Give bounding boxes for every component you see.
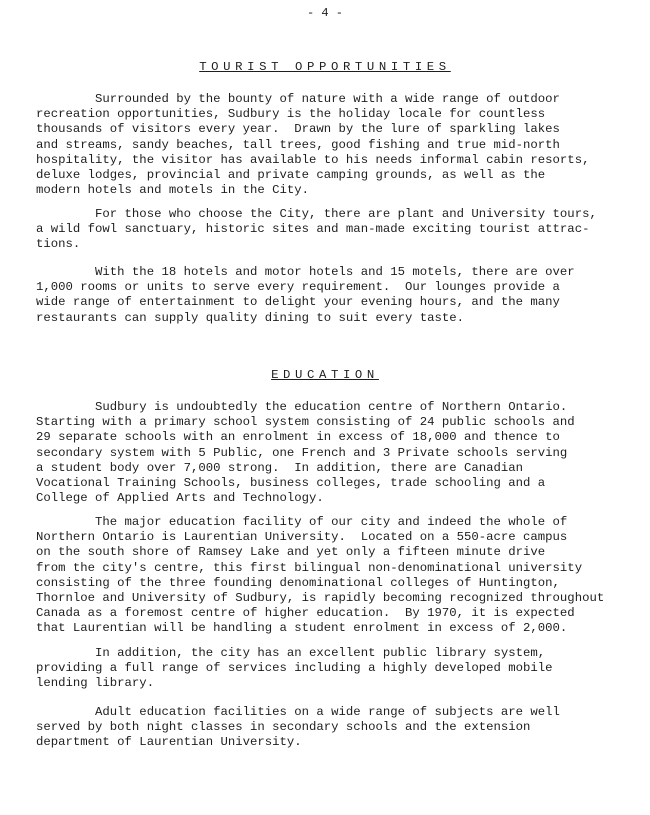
text-line: a wild fowl sanctuary, historic sites and man-made exciting tourist attrac- (36, 222, 590, 237)
section-heading-education: EDUCATION (271, 368, 379, 382)
text-line: tions. (36, 237, 81, 252)
text-line: With the 18 hotels and motor hotels and 15 motels, there are over (36, 265, 575, 279)
text-line: that Laurentian will be handling a student enrolment in excess of 2,000. (36, 621, 568, 636)
paragraph-library (36, 646, 636, 692)
text-line: Adult education facilities on a wide range of subjects are well (36, 705, 560, 719)
text-line: The major education facility of our city and indeed the whole of (36, 515, 568, 529)
text-line: recreation opportunities, Sudbury is the holiday locale for countless (36, 107, 546, 122)
text-line: 1,000 rooms or units to serve every requirement. Our lounges provide a (36, 280, 560, 295)
paragraph-adult-education (36, 705, 636, 751)
text-line: and streams, sandy beaches, tall trees, good fishing and true mid-north (36, 137, 560, 152)
text-line: For those who choose the City, there are plant and University tours, (36, 207, 597, 221)
text-line: consisting of the three founding denominational colleges of Huntington, (36, 575, 560, 590)
text-line: Surrounded by the bounty of nature with a wide range of outdoor (36, 92, 560, 106)
text-line: Thornloe and University of Sudbury, is rapidly becoming recognized throughout (36, 591, 605, 606)
text-line: from the city's centre, this first bilingual non-denominational university (36, 560, 583, 575)
text-line: secondary system with 5 Public, one French and 3 Private schools serving (36, 445, 568, 460)
text-line: In addition, the city has an excellent public library system, (36, 646, 546, 660)
text-line: 29 separate schools with an enrolment in excess of 18,000 and thence to (36, 430, 560, 445)
text-line: restaurants can supply quality dining to suit every taste. (36, 310, 465, 325)
paragraph-hotels (36, 265, 636, 326)
text-line: thousands of visitors every year. Drawn by the lure of sparkling lakes (36, 122, 560, 137)
text-line: Sudbury is undoubtedly the education centre of Northern Ontario. (36, 400, 568, 414)
paragraph-laurentian (36, 515, 636, 637)
text-line: hospitality, the visitor has available to his needs informal cabin resorts, (36, 152, 590, 167)
text-line: providing a full range of services including a highly developed mobile (36, 661, 553, 676)
text-line: College of Applied Arts and Technology. (36, 491, 324, 506)
page-number: - 4 - (306, 6, 343, 20)
text-line: Starting with a primary school system consisting of 24 public schools and (36, 415, 575, 430)
text-line: Vocational Training Schools, business colleges, trade schooling and a (36, 476, 546, 491)
text-line: on the south shore of Ramsey Lake and yet only a fifteen minute drive (36, 545, 546, 560)
paragraph-tourist-intro (36, 92, 636, 198)
text-line: served by both night classes in secondary schools and the extension (36, 720, 531, 735)
text-line: deluxe lodges, provincial and private camping grounds, as well as the (36, 168, 546, 183)
paragraph-education-centre (36, 400, 636, 506)
text-line: Canada as a foremost centre of higher education. By 1970, it is expected (36, 606, 575, 621)
text-line: lending library. (36, 676, 155, 691)
text-line: department of Laurentian University. (36, 735, 302, 750)
text-line: Northern Ontario is Laurentian University. Located on a 550-acre campus (36, 530, 568, 545)
text-line: wide range of entertainment to delight your evening hours, and the many (36, 295, 560, 310)
text-line: a student body over 7,000 strong. In addition, there are Canadian (36, 460, 524, 475)
paragraph-city-attractions (36, 207, 636, 253)
text-line: modern hotels and motels in the City. (36, 183, 310, 198)
section-heading-tourist: TOURIST OPPORTUNITIES (199, 60, 451, 74)
